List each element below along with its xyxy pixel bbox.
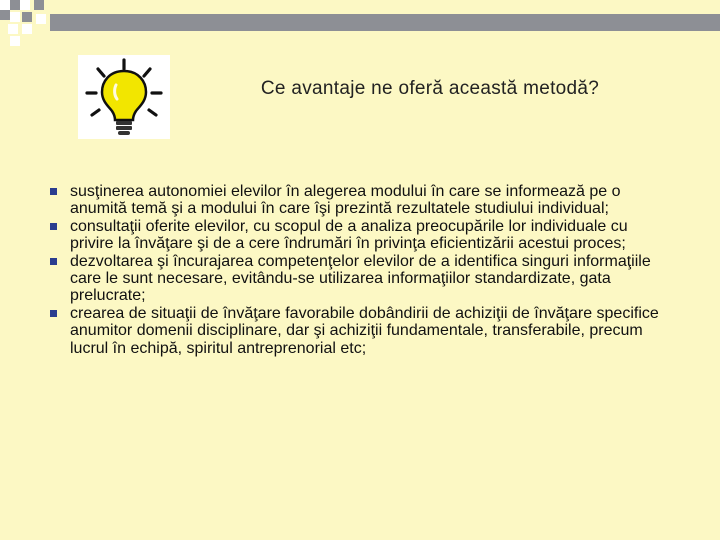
- deco-square: [22, 12, 32, 22]
- bullet-item: [50, 218, 670, 253]
- deco-square: [10, 0, 20, 10]
- bullet-item: [50, 305, 670, 357]
- deco-square: [0, 10, 10, 20]
- lightbulb-icon: [78, 55, 170, 139]
- deco-square: [0, 0, 10, 10]
- bullet-item: [50, 183, 670, 218]
- bullet-item: [50, 253, 670, 305]
- corner-decoration: [0, 0, 720, 50]
- top-bar: [50, 14, 720, 31]
- bullet-list: [50, 183, 670, 357]
- deco-square: [36, 14, 46, 24]
- bullet-square-icon: [50, 258, 57, 265]
- bullet-text: dezvoltarea şi încurajarea competenţelor elevilor de a identifica singuri informaţiile care le sunt necesare, evitându-se utilizarea informaţiilor standardizate, gata prelucrate;: [70, 252, 651, 305]
- bullet-text: crearea de situaţii de învăţare favorabile dobândirii de achiziţii de învăţare specifice anumitor domenii disciplinare, dar şi achiziţii fundamentale, transferabile, precum lucrul în echipă, spiritul antreprenorial etc;: [70, 304, 659, 357]
- deco-square: [8, 24, 18, 34]
- deco-square: [10, 36, 20, 46]
- bullet-square-icon: [50, 310, 57, 317]
- bullet-text: consultaţii oferite elevilor, cu scopul de a analiza preocupările lor individuale cu privire la învăţare şi de a cere îndrumări în privinţa eficientizării acestui proces;: [70, 217, 628, 253]
- deco-square: [22, 24, 32, 34]
- deco-square: [34, 0, 44, 10]
- bullet-square-icon: [50, 223, 57, 230]
- deco-square: [20, 0, 30, 10]
- bullet-square-icon: [50, 188, 57, 195]
- bullet-text: susţinerea autonomiei elevilor în alegerea modului în care se informează pe o anumită temă şi a modului în care îşi prezintă rezultatele studiului individual;: [70, 183, 621, 218]
- slide-title: Ce avantaje ne oferă această metodă?: [260, 78, 600, 99]
- deco-square: [10, 12, 20, 22]
